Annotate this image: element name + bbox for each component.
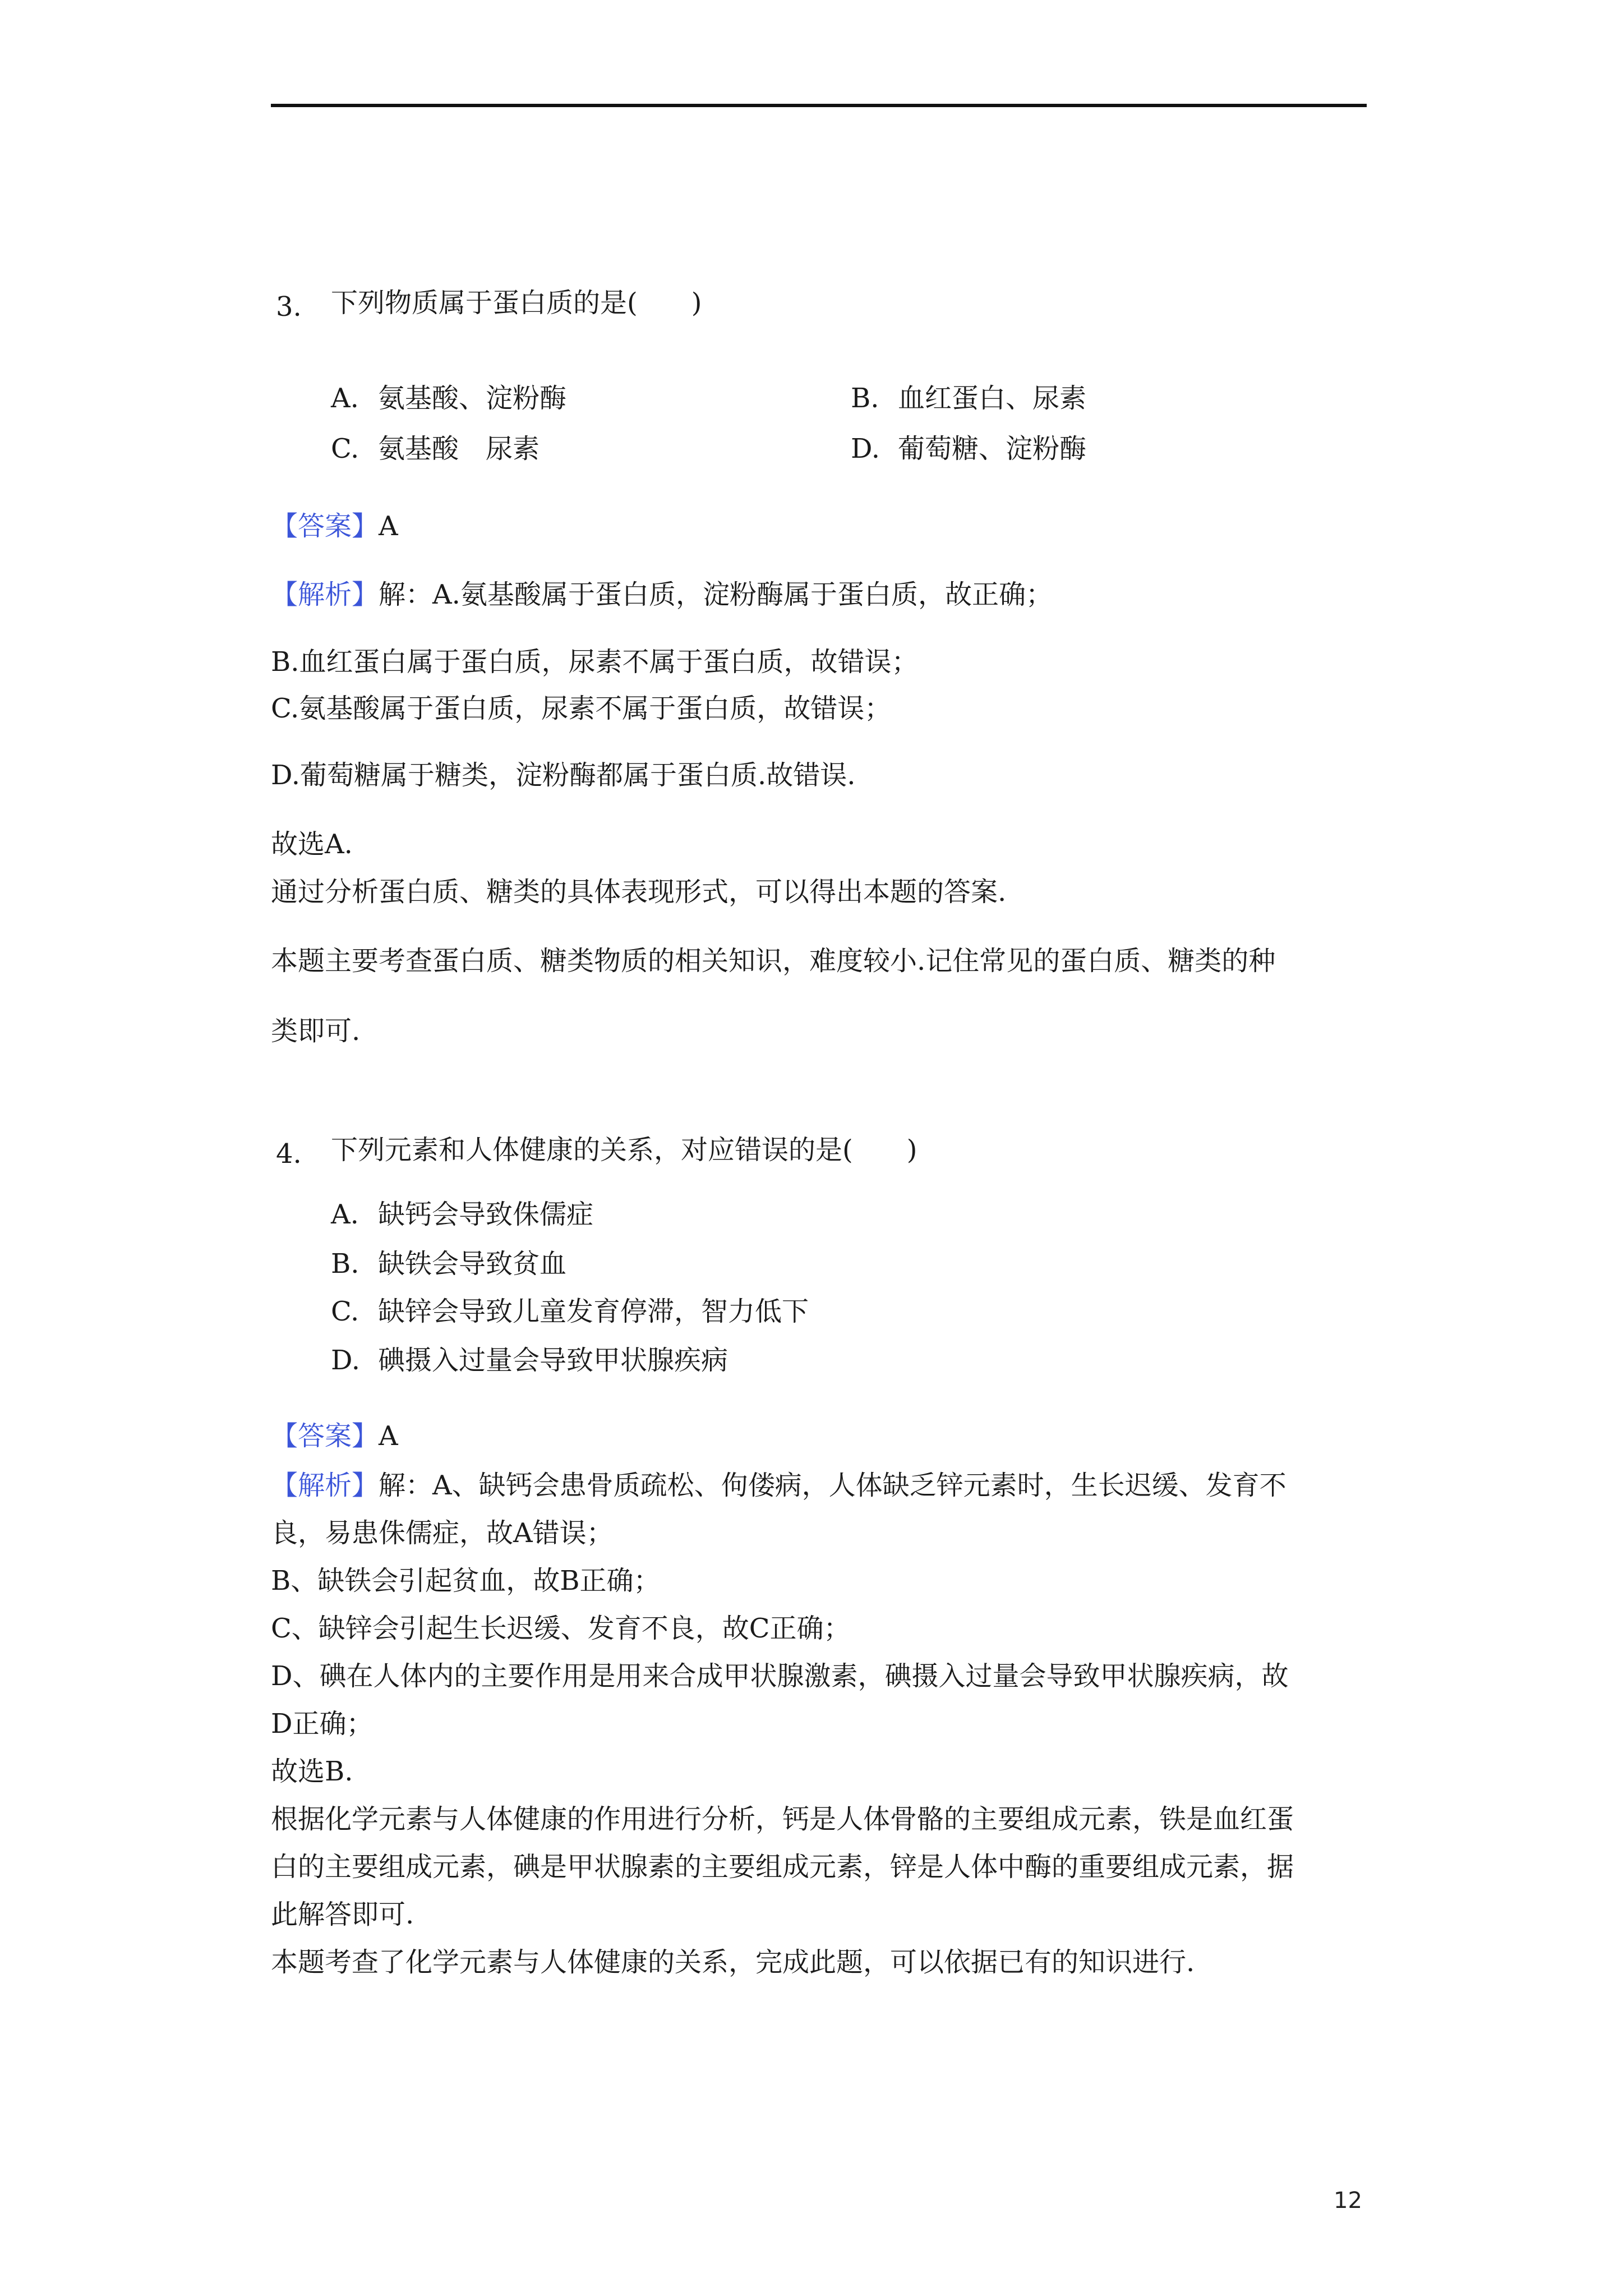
option-text: 缺铁会导致贫血 [378,1248,567,1280]
analysis-text: 解：A.氨基酸属于蛋白质，淀粉酶属于蛋白质，故正确； [379,579,1053,610]
answer-line [271,1419,398,1453]
option-d [331,1343,728,1377]
analysis-text: 解：A、缺钙会患骨质疏松、佝偻病，人体缺乏锌元素时，生长迟缓、发育不 [379,1470,1287,1501]
answer-value: A [379,1420,398,1452]
analysis-line: C、缺锌会引起生长迟缓、发育不良，故C正确； [271,1613,851,1644]
option-text: 缺钙会导致侏儒症 [378,1199,594,1230]
analysis-line: 类即可. [271,1015,361,1047]
option-c [331,1295,809,1328]
option-a [331,1198,593,1231]
header-rule [271,104,1367,107]
answer-tag: 【答案】 [271,510,379,542]
page-number: 12 [1334,2188,1362,2214]
question-stem: 下列元素和人体健康的关系，对应错误的是( ) [331,1134,917,1166]
analysis-line: B、缺铁会引起贫血，故B正确； [271,1565,661,1596]
analysis-line [271,1469,1287,1502]
option-d [851,432,1086,466]
option-text: 葡萄糖、淀粉酶 [898,433,1087,464]
answer-tag: 【答案】 [271,1420,379,1452]
option-c [331,432,540,466]
option-text: 氨基酸、淀粉酶 [378,383,567,414]
answer-line [271,509,398,543]
analysis-line [271,578,1053,611]
option-text: 缺锌会导致儿童发育停滞，智力低下 [378,1296,809,1327]
analysis-line: 良，易患侏儒症，故A错误； [271,1517,614,1549]
option-letter: A. [331,1199,359,1230]
option-letter: D. [331,1345,361,1376]
option-b [331,1247,566,1281]
analysis-line: 此解答即可. [271,1899,414,1930]
analysis-line: 本题主要考查蛋白质、糖类物质的相关知识，难度较小.记住常见的蛋白质、糖类的种 [271,945,1276,977]
analysis-line: D、碘在人体内的主要作用是用来合成甲状腺激素，碘摄入过量会导致甲状腺疾病，故 [271,1660,1289,1692]
analysis-line: 故选B. [271,1756,353,1787]
analysis-line: 白的主要组成元素，碘是甲状腺素的主要组成元素，锌是人体中酶的重要组成元素，据 [271,1851,1294,1883]
question-stem: 下列物质属于蛋白质的是( ) [331,287,702,319]
analysis-tag: 【解析】 [271,579,379,610]
option-text: 血红蛋白、尿素 [898,383,1087,414]
analysis-line: D.葡萄糖属于糖类，淀粉酶都属于蛋白质.故错误. [271,760,856,791]
question-number: 3. [276,291,302,323]
option-letter: B. [851,383,879,414]
option-letter: C. [331,1296,359,1327]
option-letter: C. [331,433,359,464]
option-b [851,381,1086,415]
option-text: 氨基酸 尿素 [378,433,540,464]
analysis-line: 本题考查了化学元素与人体健康的关系，完成此题，可以依据已有的知识进行. [271,1947,1195,1978]
question-number: 4. [276,1138,302,1170]
analysis-line: 故选A. [271,829,353,860]
analysis-tag: 【解析】 [271,1470,379,1501]
analysis-line: D正确； [271,1708,374,1740]
option-a [331,381,566,415]
answer-value: A [379,510,398,542]
analysis-line: C.氨基酸属于蛋白质，尿素不属于蛋白质，故错误； [271,693,892,724]
analysis-line: 通过分析蛋白质、糖类的具体表现形式，可以得出本题的答案. [271,876,1007,908]
analysis-line: B.血红蛋白属于蛋白质，尿素不属于蛋白质，故错误； [271,646,919,678]
option-letter: B. [331,1248,359,1280]
option-letter: A. [331,383,359,414]
analysis-line: 根据化学元素与人体健康的作用进行分析，钙是人体骨骼的主要组成元素，铁是血红蛋 [271,1803,1294,1835]
option-letter: D. [851,433,880,464]
option-text: 碘摄入过量会导致甲状腺疾病 [378,1345,728,1376]
